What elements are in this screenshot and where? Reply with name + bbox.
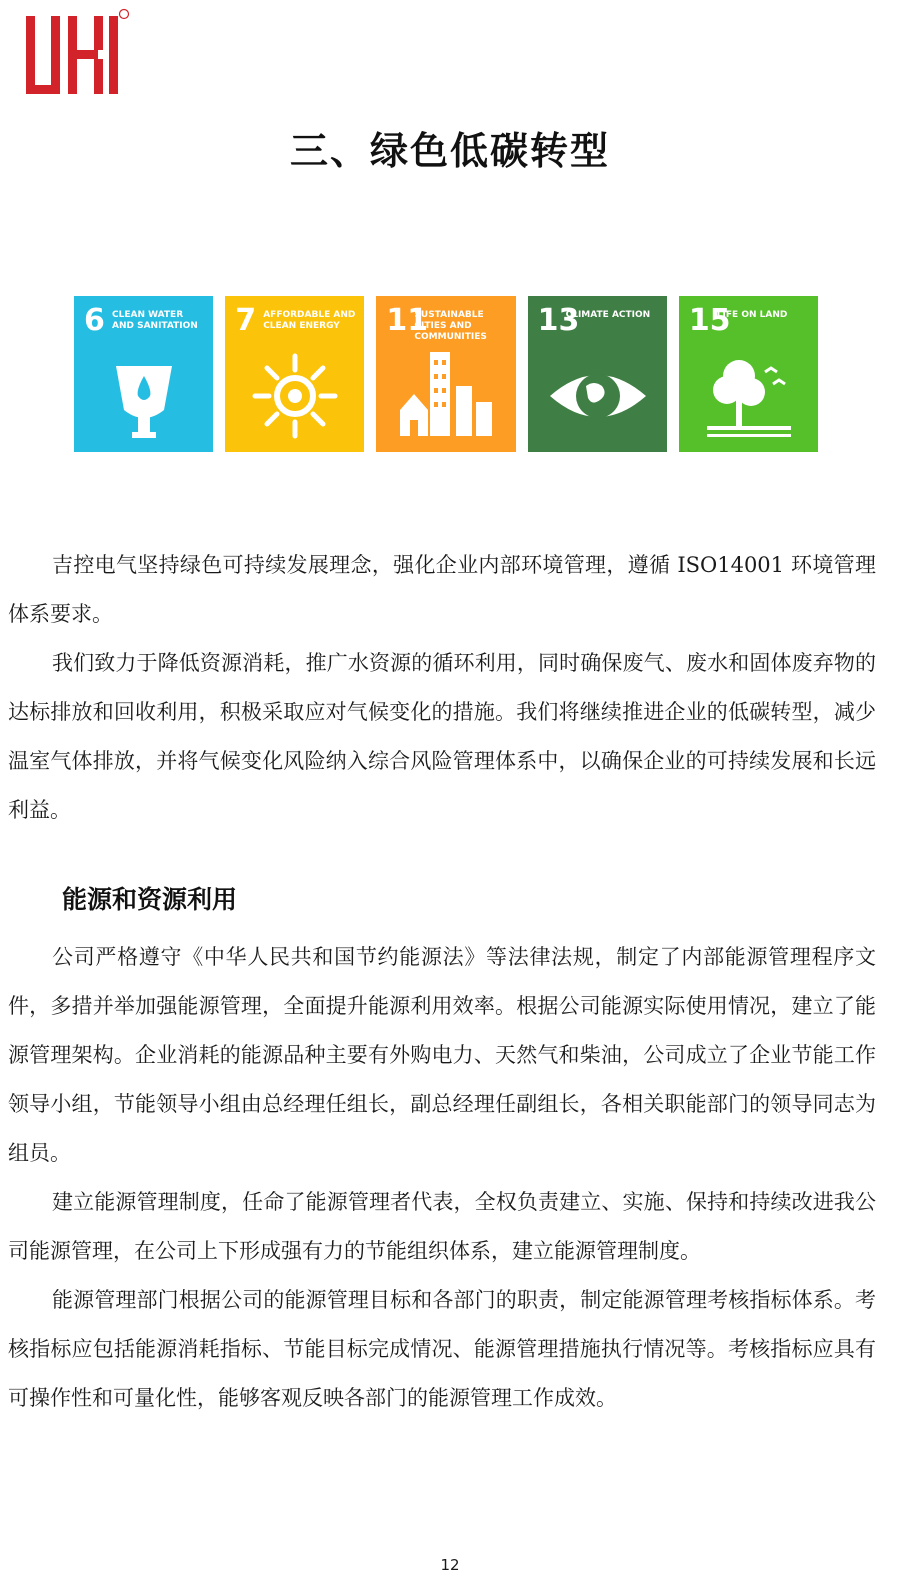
sdg-label: LIFE ON LAND (716, 310, 788, 320)
intro-section (8, 541, 876, 835)
water-icon (94, 346, 194, 442)
paragraph: 能源管理部门根据公司的能源管理目标和各部门的职责，制定能源管理考核指标体系。考核指标应包括能源消耗指标、节能目标完成情况、能源管理措施执行情况等。考核指标应具有可操作性和可量化性，能够客观反映各部门的能源管理工作成效。 (8, 1288, 876, 1410)
paragraph: 公司严格遵守《中华人民共和国节约能源法》等法律法规，制定了内部能源管理程序文件，多措并举加强能源管理，全面提升能源利用效率。根据公司能源实际使用情况，建立了能源管理架构。企业消耗的能源品种主要有外购电力、天然气和柴油，公司成立了企业节能工作领导小组，节能领导小组由总经理任组长，副总经理任副组长，各相关职能部门的领导同志为组员。 (8, 945, 876, 1165)
sdg-label: CLIMATE ACTION (565, 310, 651, 320)
sdg-number: 15 (688, 303, 731, 338)
sdg-number: 6 (84, 303, 105, 338)
sdg-label: AFFORDABLE AND CLEAN ENERGY (263, 310, 356, 331)
registered-mark-icon (120, 10, 129, 19)
paragraph: 建立能源管理制度，任命了能源管理者代表，全权负责建立、实施、保持和持续改进我公司能源管理，在公司上下形成强有力的节能组织体系，建立能源管理制度。 (8, 1190, 876, 1263)
sdg-tile-15 (679, 296, 818, 452)
sdg-number: 7 (235, 303, 257, 338)
sdg-label: SUSTAINABLE CITIES AND COMMUNITIES (414, 310, 487, 342)
sdg-number: 13 (537, 303, 580, 338)
sdg-tile-7 (225, 296, 364, 452)
sdg-tile-6 (74, 296, 213, 452)
sdg-number: 11 (386, 303, 429, 338)
tree-icon (699, 346, 799, 442)
paragraph: 我们致力于降低资源消耗，推广水资源的循环利用，同时确保废气、废水和固体废弃物的达标排放和回收利用，积极采取应对气候变化的措施。我们将继续推进企业的低碳转型，减少温室气体排放，并将气候变化风险纳入综合风险管理体系中，以确保企业的可持续发展和长远利益。 (8, 651, 876, 822)
company-logo (24, 8, 134, 100)
sdg-icons-row (74, 296, 818, 452)
sdg-label: CLEAN WATER AND SANITATION (112, 310, 198, 331)
energy-section (8, 933, 876, 1423)
paragraph: 吉控电气坚持绿色可持续发展理念，强化企业内部环境管理，遵循 ISO14001 环境管理体系要求。 (8, 553, 876, 626)
section-heading: 能源和资源利用 (62, 885, 238, 914)
sun-icon (245, 346, 345, 442)
eye-globe-icon (548, 346, 648, 442)
city-icon (396, 346, 496, 442)
sdg-tile-11 (376, 296, 515, 452)
sdg-tile-13 (528, 296, 667, 452)
page-number: 12 (440, 1556, 460, 1574)
page-title: 三、绿色低碳转型 (289, 129, 610, 173)
